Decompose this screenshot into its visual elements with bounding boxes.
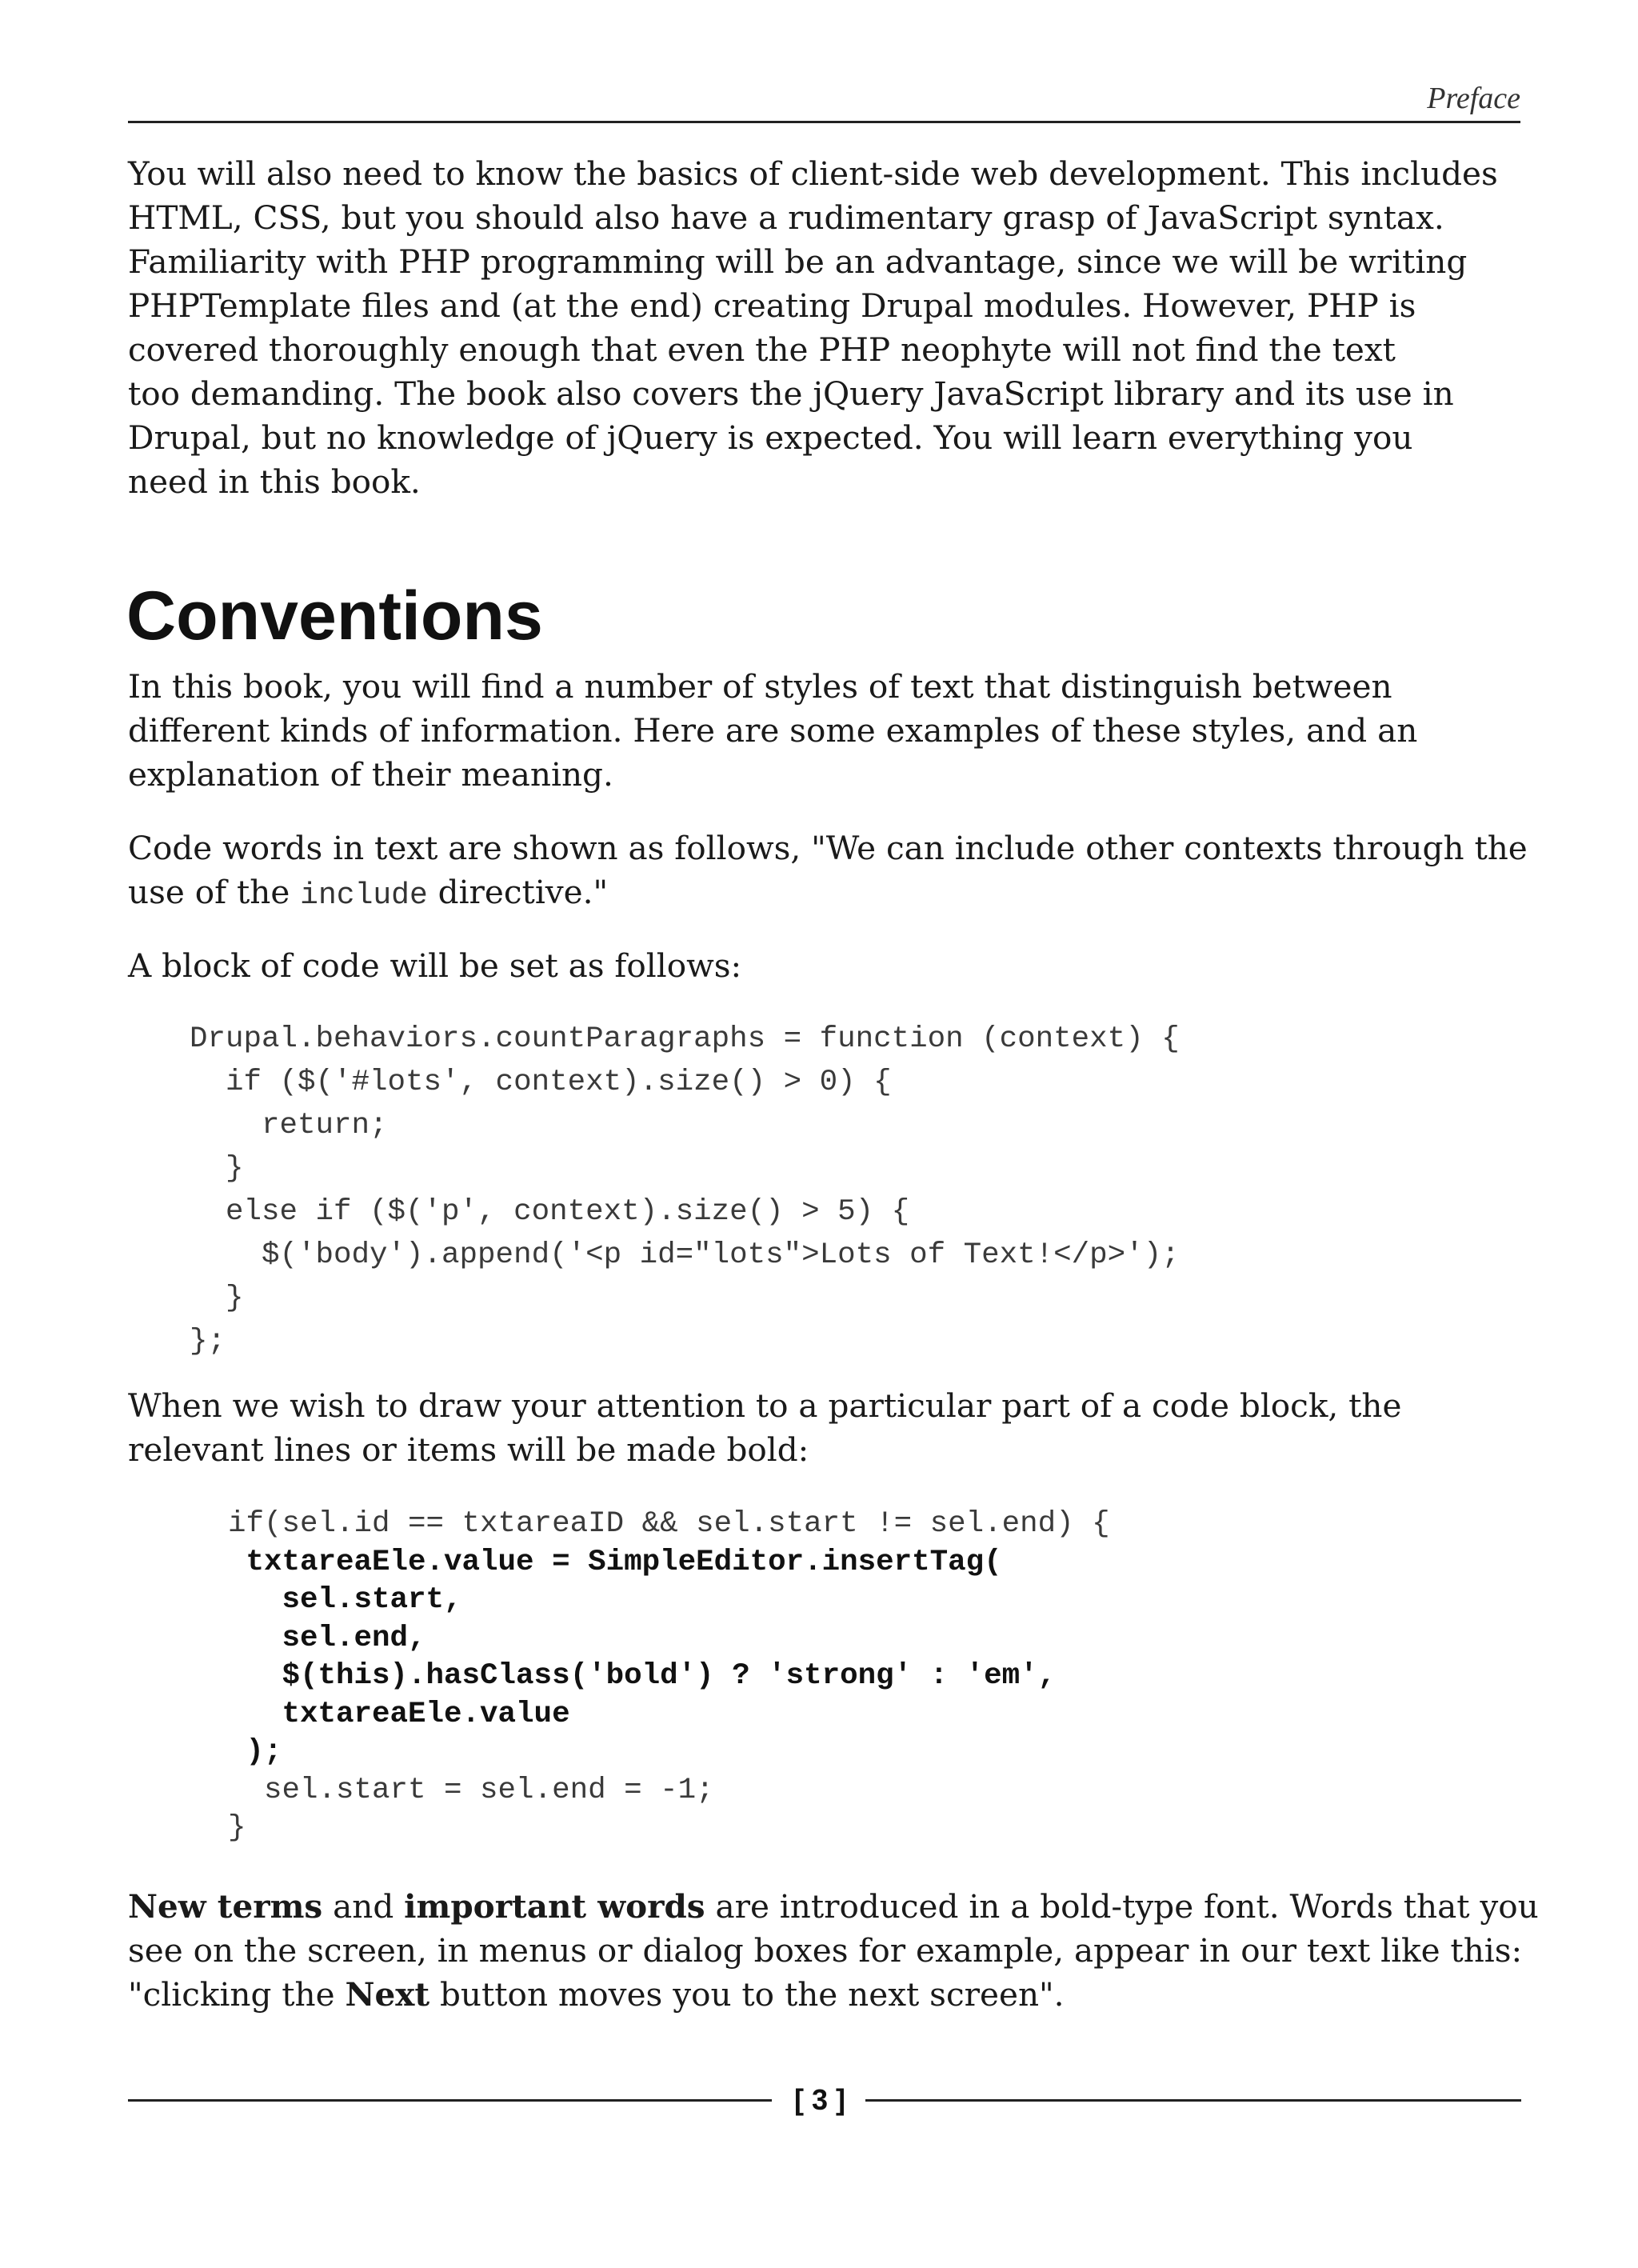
running-header — [128, 76, 1520, 123]
intro-paragraph — [128, 152, 1524, 504]
new-terms-text: button moves you to the next screen". — [429, 1975, 1065, 2014]
inline-code: include — [300, 878, 428, 913]
intro-line: Drupal, but no knowledge of jQuery is expected. You will learn everything you — [128, 418, 1413, 457]
code-line: if(sel.id == txtareaID && sel.start != sel.end) { — [228, 1507, 1110, 1541]
page-number: [ 3 ] — [793, 2083, 845, 2116]
new-terms-text: "clicking the — [128, 1975, 346, 2014]
conventions-intro-paragraph — [128, 665, 1524, 797]
next-bold: Next — [345, 1975, 430, 2014]
code-words-line — [128, 870, 1524, 918]
code-line-bold: $(this).hasClass('bold') ? 'strong' : 'em', — [228, 1659, 1057, 1693]
intro-line: covered thoroughly enough that even the PHP neophyte will not find the text — [128, 330, 1396, 369]
intro-line: need in this book. — [128, 462, 421, 501]
new-terms-text: and — [322, 1887, 405, 1926]
footer-rule-left — [128, 2099, 772, 2102]
intro-line: Familiarity with PHP programming will be an advantage, since we will be writing — [128, 242, 1468, 281]
new-terms-line — [128, 1885, 1539, 1929]
code-line: } — [190, 1152, 244, 1186]
code-line-bold: txtareaEle.value = SimpleEditor.insertTag( — [228, 1545, 1002, 1579]
intro-line: too demanding. The book also covers the jQuery JavaScript library and its use in — [128, 374, 1454, 413]
new-terms-text: are introduced in a bold-type font. Words that you — [705, 1887, 1539, 1926]
conventions-intro-line: different kinds of information. Here are some examples of these styles, and an — [128, 711, 1418, 750]
footer-rule-right — [865, 2099, 1521, 2102]
code-line: if ($('#lots', context).size() > 0) { — [190, 1066, 892, 1099]
conventions-intro-line: explanation of their meaning. — [128, 755, 613, 794]
important-words-bold: important words — [404, 1887, 705, 1926]
code-block-example — [190, 1018, 1180, 1363]
code-words-paragraph — [128, 826, 1528, 918]
new-terms-line — [128, 1973, 1524, 2017]
code-block-intro-line: A block of code will be set as follows: — [128, 946, 742, 985]
intro-line: You will also need to know the basics of client-side web development. This includes — [128, 154, 1498, 193]
code-line: } — [190, 1282, 244, 1315]
code-line: $('body').append('<p id="lots">Lots of Text!</p>'); — [190, 1238, 1180, 1272]
bold-intro-line: relevant lines or items will be made bold: — [128, 1430, 809, 1469]
code-line: } — [228, 1811, 246, 1845]
code-words-text: directive." — [427, 873, 609, 911]
code-line-bold: txtareaEle.value — [228, 1697, 570, 1731]
code-line-bold: sel.end, — [228, 1621, 426, 1655]
code-line-bold: sel.start, — [228, 1583, 462, 1617]
code-line: Drupal.behaviors.countParagraphs = function (context) { — [190, 1022, 1180, 1056]
running-header-title: Preface — [1427, 82, 1520, 115]
new-terms-paragraph — [128, 1885, 1539, 2017]
code-block-bold-example — [228, 1506, 1110, 1848]
intro-line: HTML, CSS, but you should also have a rudimentary grasp of JavaScript syntax. — [128, 198, 1444, 237]
new-terms-line: see on the screen, in menus or dialog boxes for example, appear in our text like this: — [128, 1931, 1523, 1970]
code-line: else if ($('p', context).size() > 5) { — [190, 1195, 910, 1229]
code-line: return; — [190, 1109, 388, 1142]
code-block-intro — [128, 944, 1524, 988]
intro-line: PHPTemplate files and (at the end) creating Drupal modules. However, PHP is — [128, 286, 1416, 325]
code-words-text: use of the — [128, 873, 301, 911]
conventions-intro-line: In this book, you will find a number of styles of text that distinguish between — [128, 667, 1392, 706]
code-line: }; — [190, 1325, 226, 1358]
code-line-bold: ); — [228, 1735, 282, 1769]
new-terms-bold: New terms — [128, 1887, 323, 1926]
code-line: sel.start = sel.end = -1; — [228, 1773, 714, 1807]
code-words-line: Code words in text are shown as follows, "We can include other contexts through the — [128, 829, 1528, 867]
section-heading: Conventions — [126, 578, 543, 654]
bold-intro-paragraph — [128, 1384, 1524, 1472]
bold-intro-line: When we wish to draw your attention to a particular part of a code block, the — [128, 1386, 1402, 1425]
